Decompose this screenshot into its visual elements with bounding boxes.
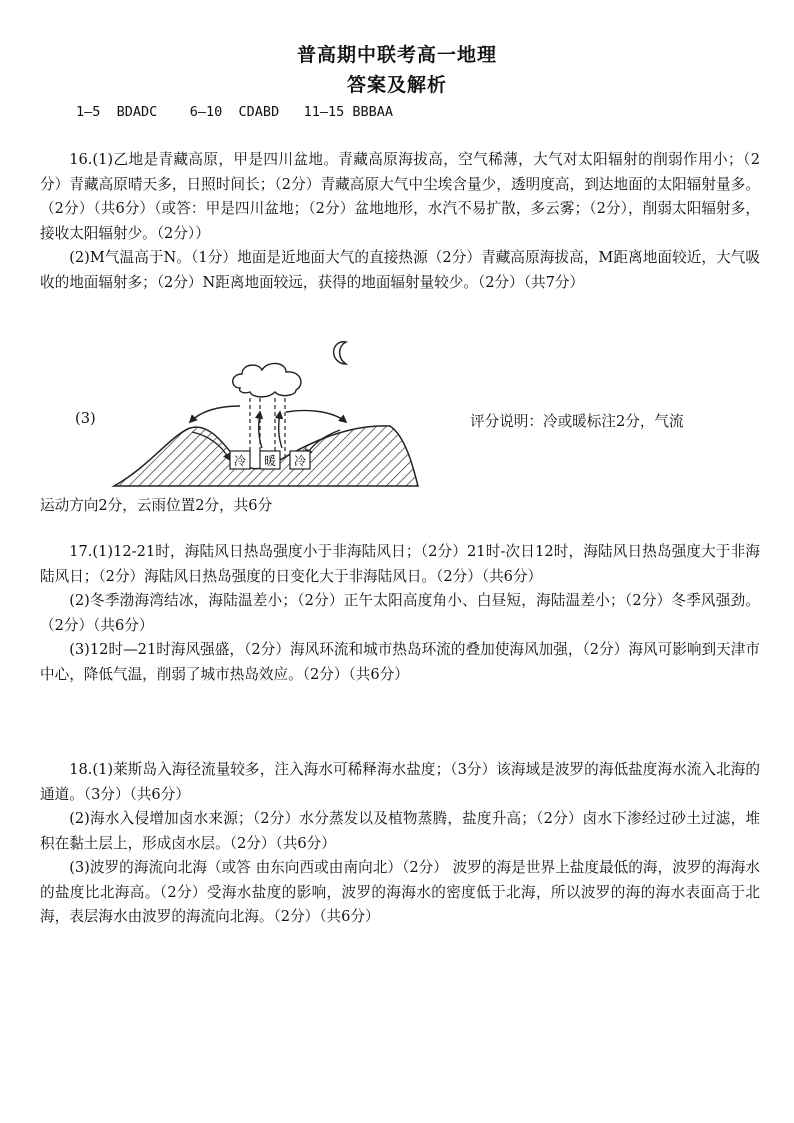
q18-part2: (2)海水入侵增加卤水来源；（2分）水分蒸发以及植物蒸腾，盐度升高；（2分）卤水下渗经过砂土过滤，堆积在黏土层上，形成卤水层。（2分）（共6分） [40,810,760,852]
circulation-diagram [110,336,420,488]
q17-section [40,540,760,687]
label-cold-right: 冷 [293,454,307,468]
q17-part3: (3)12时—21时海风强盛，（2分）海风环流和城市热岛环流的叠加使海风加强，（2分）海风可影响到天津市中心，降低气温，削弱了城市热岛效应。（2分）（共6分） [40,641,760,683]
label-cold-left: 冷 [233,454,247,468]
label-warm-center: 暖 [263,454,277,468]
q18-section [40,758,760,930]
q18-part1: 18.(1)莱斯岛入海径流量较多，注入海水可稀释海水盐度；（3分）该海域是波罗的海低盐度海水流入北海的通道。（3分）（共6分） [40,761,760,803]
airflow-arrow [286,410,346,422]
page-title: 普高期中联考高一地理 [296,44,497,66]
q16-part3-label: (3) [75,410,96,427]
scoring-note: 评分说明：冷或暖标注2分，气流 [470,413,684,430]
airflow-arrow [190,406,240,422]
airflow-arrow [279,412,282,448]
q16-part2: (2)M气温高于N。（1分）地面是近地面大气的直接热源（2分）青藏高原海拔高，M距离地面较近，大气吸收的地面辐射多；（2分）N距离地面较远，获得的地面辐射量较少。（2分）（共7分） [40,249,760,291]
cloud-icon [233,363,301,396]
choice-answers: 1—5 BDADC 6—10 CDABD 11—15 BBBAA [76,104,393,120]
q17-part1: 17.(1)12-21时，海陆风日热岛强度小于非海陆风日；（2分）21时-次日12时，海陆风日热岛强度大于非海陆风日；（2分）海陆风日热岛强度的日变化大于非海陆风日。（2分）（共6分） [40,543,760,585]
page-subtitle: 答案及解析 [346,74,447,96]
q16-part1: 16.(1)乙地是青藏高原，甲是四川盆地。青藏高原海拔高，空气稀薄，大气对太阳辐射的削弱作用小；（2分）青藏高原晴天多，日照时间长；（2分）青藏高原大气中尘埃含量少，透明度高，到达地面的太阳辐射量多。（2分）（共6分）（或答：甲是四川盆地；（2分）盆地地形，水汽不易扩散，多云雾；（2分），削弱太阳辐射多，接收太阳辐射少。（2分）） [40,151,760,242]
q18-part3: (3)波罗的海流向北海（或答 由东向西或由南向北）（2分） 波罗的海是世界上盐度最低的海，波罗的海海水的盐度比北海高。（2分）受海水盐度的影响，波罗的海海水的密度低于北海，所以波罗的海的海水表面高于北海，表层海水由波罗的海流向北海。（2分）（共6分） [40,859,760,925]
scoring-note-continued: 运动方向2分，云雨位置2分，共6分 [40,497,273,514]
moon-icon [334,342,346,364]
q16-section [40,148,760,295]
q17-part2: (2)冬季渤海湾结冰，海陆温差小；（2分）正午太阳高度角小、白昼短，海陆温差小；（2分）冬季风强劲。（2分）（共6分） [40,592,760,634]
